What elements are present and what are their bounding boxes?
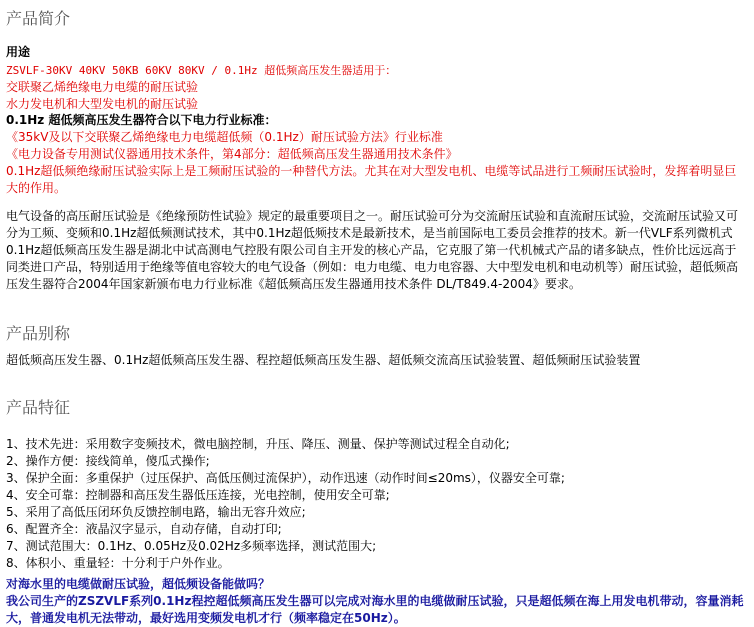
standard-heading: 0.1Hz 超低频高压发生器符合以下电力行业标准： — [6, 113, 277, 127]
feature-item-5: 5、采用了高低压闭环负反馈控制电路，输出无容升效应; — [6, 505, 306, 519]
feature-item-7: 7、测试范围大：0.1Hz、0.05Hz及0.02Hz多频率选择，测试范围大; — [6, 539, 377, 553]
feature-item-1: 1、技术先进：采用数字变频技术，微电脑控制，升压、降压、测量、保护等测试过程全自动化; — [6, 437, 510, 451]
usage-line-cable: 交联聚乙烯绝缘电力电缆的耐压试验 — [6, 80, 199, 94]
feature-item-3: 3、保护全面：多重保护（过压保护、高低压侧过流保护），动作迅速（动作时间≤20ms），仪器安全可靠; — [6, 471, 565, 485]
section-title-aliases: 产品别称 — [6, 324, 71, 343]
usage-line-generator: 水力发电机和大型发电机的耐压试验 — [6, 97, 199, 111]
aliases-text: 超低频高压发生器、0.1Hz超低频高压发生器、程控超低频高压发生器、超低频交流高压试验装置、超低频耐压试验装置 — [6, 353, 641, 367]
section-title-features: 产品特征 — [6, 398, 71, 417]
faq-question: 对海水里的电缆做耐压试验，超低频设备能做吗？ — [6, 577, 271, 591]
section-title-intro: 产品简介 — [6, 9, 71, 28]
standard-line-2: 《电力设备专用测试仪器通用技术条件，第4部分：超低频高压发生器通用技术条件》 — [6, 147, 458, 161]
standard-note: 0.1Hz超低频绝缘耐压试验实际上是工频耐压试验的一种替代方法。尤其在对大型发电机、电缆等试品进行工频耐压试验时，发挥着明显巨大的作用。 — [6, 164, 737, 195]
standard-line-1: 《35kV及以下交联聚乙烯绝缘电力电缆超低频（0.1Hz）耐压试验方法》行业标准 — [6, 130, 443, 144]
feature-item-8: 8、体积小、重量轻：十分利于户外作业。 — [6, 556, 230, 570]
usage-heading: 用途 — [6, 45, 31, 59]
faq-answer: 我公司生产的ZSZVLF系列0.1Hz程控超低频高压发生器可以完成对海水里的电缆做耐压试验，只是超低频在海上用发电机带动，容量消耗大，普通发电机无法带动，最好选用变频发电机才行（频率稳定在50Hz）。 — [6, 594, 744, 625]
intro-description: 电气设备的高压耐压试验是《绝缘预防性试验》规定的最重要项目之一。耐压试验可分为交流耐压试验和直流耐压试验，交流耐压试验又可分为工频、变频和0.1Hz超低频测试技术，其中0.1Hz超低频技术是最新技术，是当前国际电工委员会推荐的技术。新一代VLF系列微机式0.1Hz超低频高压发生器是湖北中试高测电气控股有限公司自主开发的核心产品，它克服了第一代机械式产品的诸多缺点，性价比远远高于同类进口产品，特别适用于绝缘等值电容较大的电气设备（例如：电力电缆、电力电容器、大中型发电机和电动机等）耐压试验，超低频高压发生器符合2004年国家新颁布电力行业标准《超低频高压发生器通用技术条件 DL/T849.4-2004》要求。 — [6, 209, 739, 291]
feature-item-6: 6、配置齐全：液晶汉字显示，自动存储，自动打印; — [6, 522, 282, 536]
feature-item-2: 2、操作方便：接线简单，傻瓜式操作; — [6, 454, 210, 468]
usage-line-models: ZSVLF-30KV 40KV 50KB 60KV 80KV / 0.1Hz 超低频高压发生器适用于： — [6, 64, 397, 77]
feature-item-4: 4、安全可靠：控制器和高压发生器低压连接，光电控制，使用安全可靠; — [6, 488, 390, 502]
